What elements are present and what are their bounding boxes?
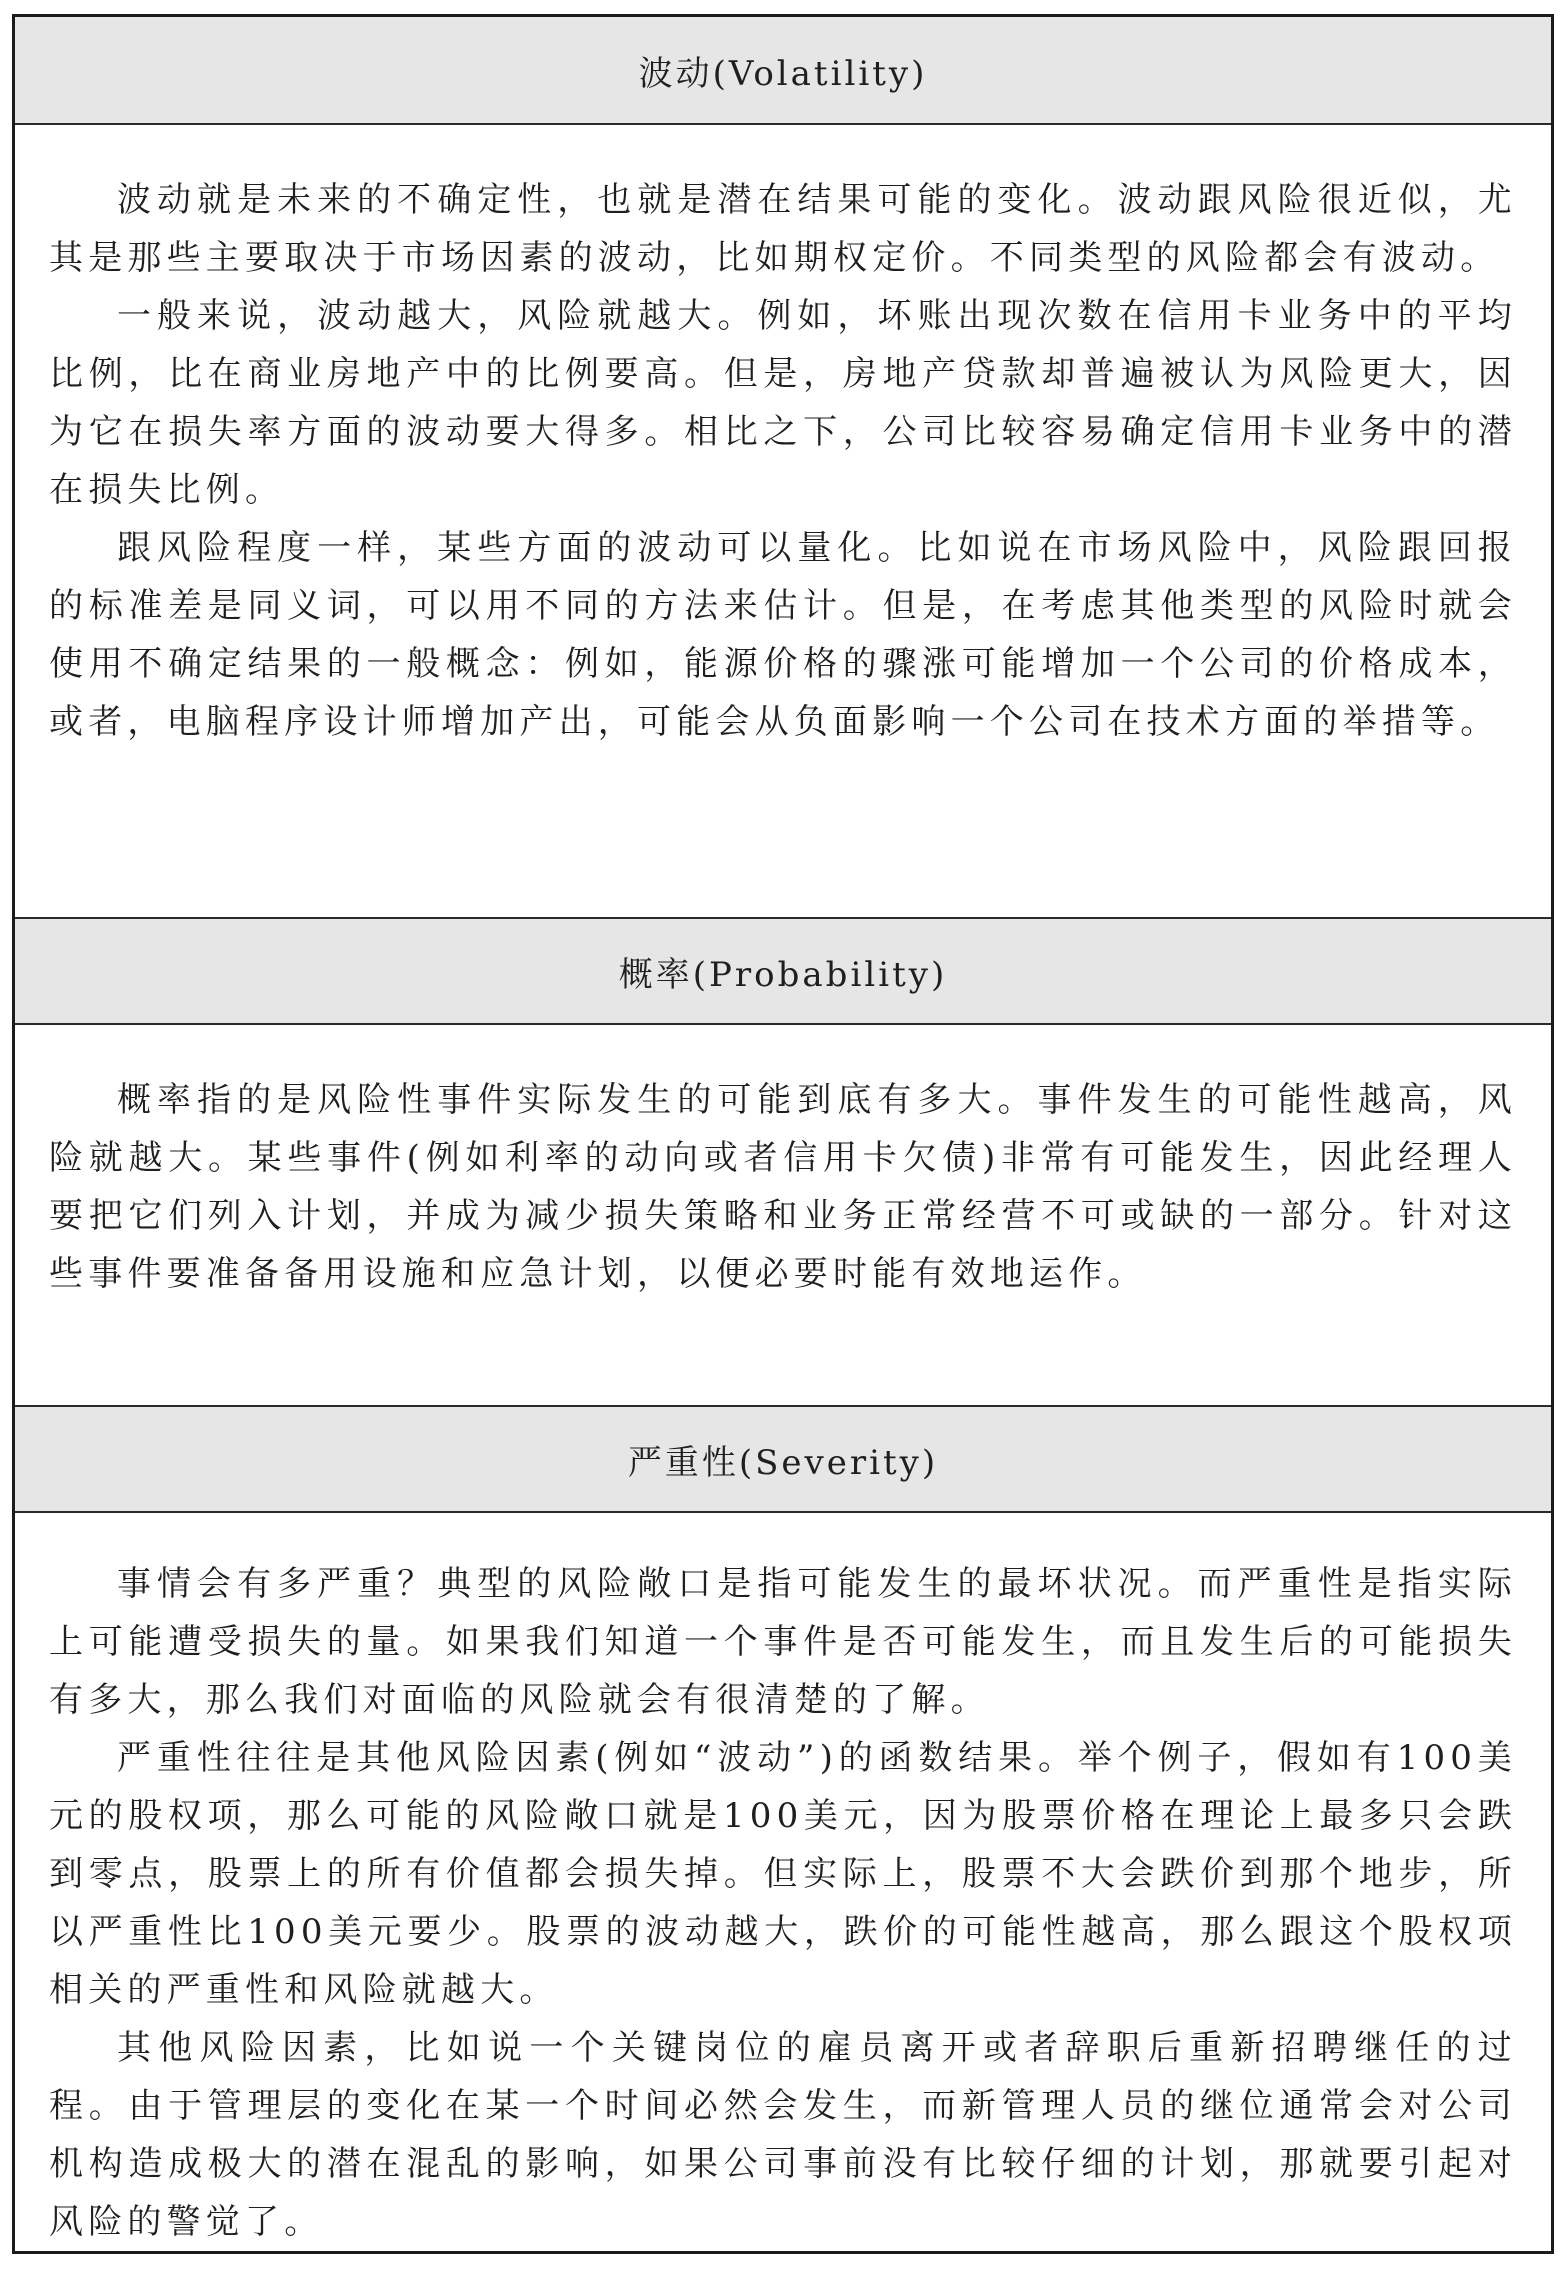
paragraph: 一般来说，波动越大，风险就越大。例如，坏账出现次数在信用卡业务中的平均比例，比在商业房地产中的比例要高。但是，房地产贷款却普遍被认为风险更大，因为它在损失率方面的波动要大得多。相比之下，公司比较容易确定信用卡业务中的潜在损失比例。: [49, 296, 1517, 510]
paragraph: 概率指的是风险性事件实际发生的可能到底有多大。事件发生的可能性越高，风险就越大。某些事件(例如利率的动向或者信用卡欠债)非常有可能发生，因此经理人要把它们列入计划，并成为减少损失策略和业务正常经营不可或缺的一部分。针对这些事件要准备备用设施和应急计划，以便必要时能有效地运作。: [49, 1080, 1517, 1294]
paragraph: 其他风险因素，比如说一个关键岗位的雇员离开或者辞职后重新招聘继任的过程。由于管理层的变化在某一个时间必然会发生，而新管理人员的继位通常会对公司机构造成极大的潜在混乱的影响，如果公司事前没有比较仔细的计划，那就要引起对风险的警觉了。: [49, 2028, 1517, 2242]
paragraph: 跟风险程度一样，某些方面的波动可以量化。比如说在市场风险中，风险跟回报的标准差是同义词，可以用不同的方法来估计。但是，在考虑其他类型的风险时就会使用不确定结果的一般概念：例如，能源价格的骤涨可能增加一个公司的价格成本，或者，电脑程序设计师增加产出，可能会从负面影响一个公司在技术方面的举措等。: [49, 528, 1517, 742]
heading-text: 严重性(Severity): [627, 1442, 939, 1483]
heading-text: 概率(Probability): [618, 954, 948, 995]
section-heading-severity: [15, 1405, 1551, 1513]
paragraph: 波动就是未来的不确定性，也就是潜在结果可能的变化。波动跟风险很近似，尤其是那些主要取决于市场因素的波动，比如期权定价。不同类型的风险都会有波动。: [49, 180, 1517, 278]
risk-factors-table: [12, 14, 1554, 2254]
section-body-severity: [15, 1513, 1551, 2251]
section-body-probability: [15, 1025, 1551, 1405]
paragraph: 严重性往往是其他风险因素(例如“波动”)的函数结果。举个例子，假如有100美元的股权项，那么可能的风险敞口就是100美元，因为股票价格在理论上最多只会跌到零点，股票上的所有价值都会损失掉。但实际上，股票不大会跌价到那个地步，所以严重性比100美元要少。股票的波动越大，跌价的可能性越高，那么跟这个股权项相关的严重性和风险就越大。: [49, 1738, 1517, 2010]
section-body-volatility: [15, 125, 1551, 917]
paragraph: 事情会有多严重？典型的风险敞口是指可能发生的最坏状况。而严重性是指实际上可能遭受损失的量。如果我们知道一个事件是否可能发生，而且发生后的可能损失有多大，那么我们对面临的风险就会有很清楚的了解。: [49, 1564, 1517, 1720]
section-heading-probability: [15, 917, 1551, 1025]
section-heading-volatility: [15, 17, 1551, 125]
heading-text: 波动(Volatility): [638, 53, 928, 94]
